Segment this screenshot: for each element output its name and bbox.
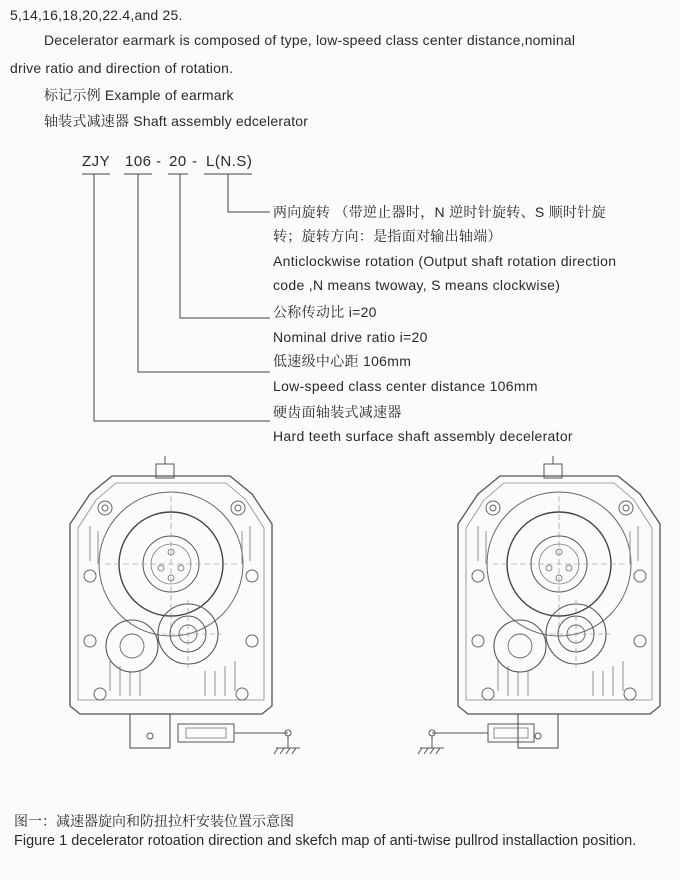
sizes-line: 5,14,16,18,20,22.4,and 25. bbox=[10, 7, 183, 23]
type-note-en: Hard teeth surface shaft assembly decelerator bbox=[273, 428, 573, 444]
distance-note-cn: 低速级中心距 106mm bbox=[273, 353, 412, 369]
ratio-note-en: Nominal drive ratio i=20 bbox=[273, 329, 428, 345]
earmark-type-code: ZJY bbox=[82, 153, 111, 170]
rotation-note-cn-1: 两向旋转 （带逆止器时，N 逆时针旋转、S 顺时针旋 bbox=[273, 204, 606, 220]
figure-caption-cn: 图一：减速器旋向和防扭拉杆安装位置示意图 bbox=[14, 813, 294, 829]
figure-caption-en: Figure 1 decelerator rotoation direction and skefch map of anti-twise pullrod installaction position. bbox=[14, 833, 637, 849]
rotation-note-en-1: Anticlockwise rotation (Output shaft rotation direction bbox=[273, 253, 617, 269]
rotation-note-cn-2: 转；旋转方向：是指面对输出轴端） bbox=[273, 228, 502, 244]
reducer-diagrams bbox=[0, 448, 680, 768]
ratio-note-cn: 公称传动比 i=20 bbox=[273, 304, 377, 320]
earmark-separator-2: - bbox=[192, 153, 198, 170]
example-label: 标记示例 Example of earmark bbox=[44, 87, 234, 103]
earmark-separator-1: - bbox=[156, 153, 162, 170]
earmark-rotation-code: L(N.S) bbox=[206, 153, 253, 170]
rotation-note-en-2: code ,N means twoway, S means clockwise) bbox=[273, 277, 561, 293]
type-note-cn: 硬齿面轴装式减速器 bbox=[273, 404, 402, 420]
earmark-ratio-code: 20 bbox=[169, 153, 187, 170]
paragraph-line-2: drive ratio and direction of rotation. bbox=[10, 60, 234, 76]
paragraph-line-1: Decelerator earmark is composed of type, low-speed class center distance,nominal bbox=[44, 32, 576, 48]
earmark-distance-code: 106 bbox=[125, 153, 152, 170]
assembly-label: 轴装式减速器 Shaft assembly edcelerator bbox=[44, 113, 309, 129]
distance-note-en: Low-speed class center distance 106mm bbox=[273, 378, 538, 394]
